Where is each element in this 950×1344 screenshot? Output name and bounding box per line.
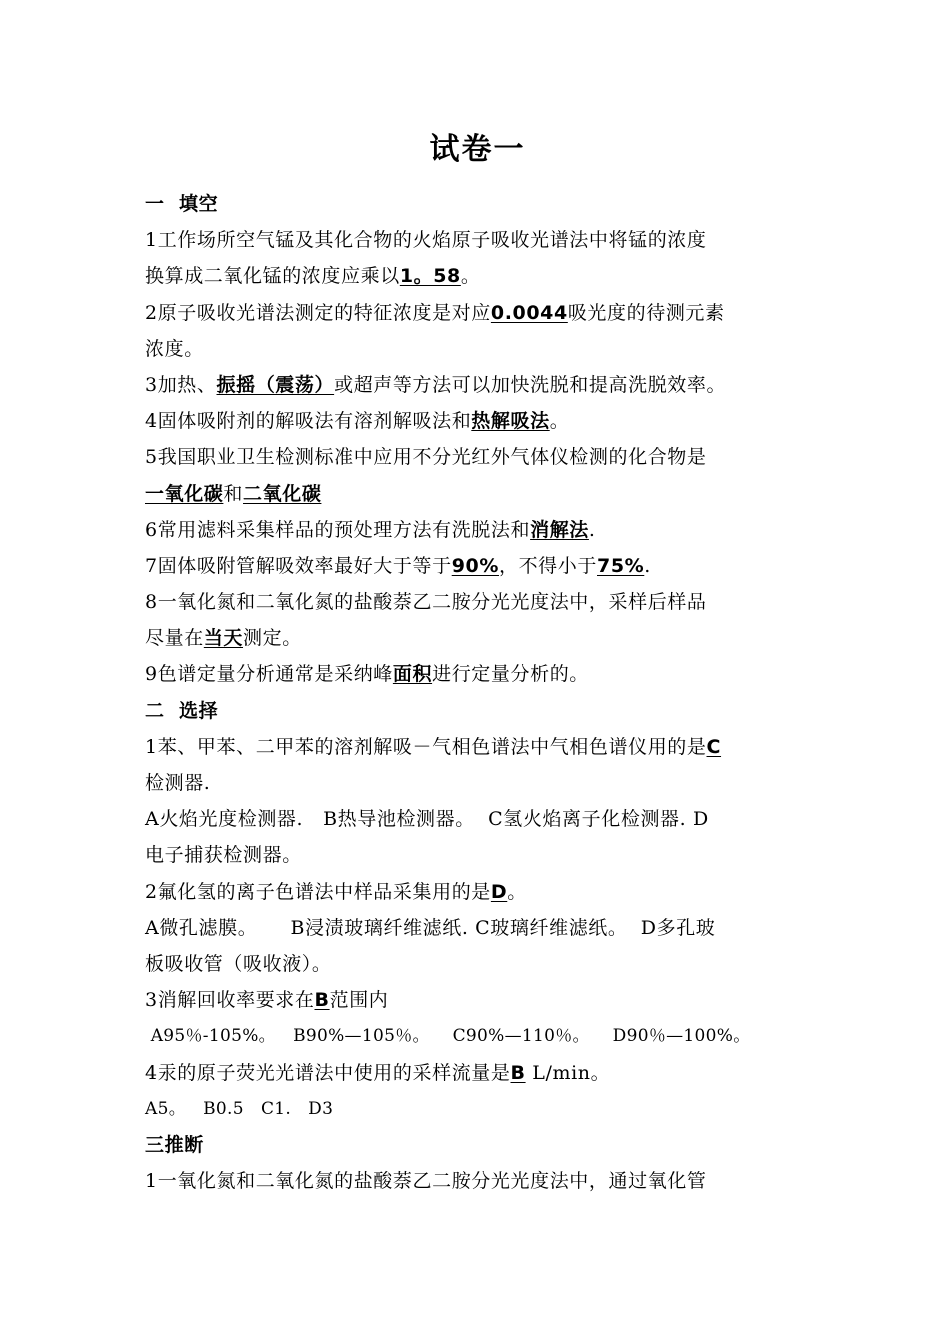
- question-line: [145, 476, 810, 512]
- question-text: 测定。: [243, 627, 302, 650]
- options-line: [145, 801, 810, 837]
- question-line: [145, 548, 810, 584]
- question-line: [145, 874, 810, 910]
- question-text: 1一氧化氮和二氧化氮的盐酸萘乙二胺分光光度法中，通过氧化管: [145, 1170, 707, 1193]
- answer-text: 75%: [597, 554, 645, 577]
- answer-text: C: [706, 735, 722, 758]
- answer-text: 一氧化碳: [145, 482, 224, 505]
- question-text: 吸光度的待测元素: [567, 301, 725, 324]
- question-text: 2氟化氢的离子色谱法中样品采集用的是: [145, 880, 491, 903]
- question-text: 换算成二氧化锰的浓度应乘以: [145, 265, 400, 288]
- question-line: [145, 584, 810, 620]
- options-line: [145, 1091, 810, 1127]
- question-text: 1苯、甲苯、二甲苯的溶剂解吸－气相色谱法中气相色谱仪用的是: [145, 735, 707, 758]
- answer-text: 振摇（震荡）: [216, 373, 335, 396]
- question-line: [145, 222, 810, 258]
- question-text: .: [588, 518, 596, 541]
- question-line: [145, 403, 810, 439]
- question-text: 8一氧化氮和二氧化氮的盐酸萘乙二胺分光光度法中，采样后样品: [145, 591, 707, 614]
- question-text: 4固体吸附剂的解吸法有溶剂解吸法和: [145, 410, 472, 433]
- options-text: 电子捕获检测器。: [145, 844, 302, 867]
- options-line: [145, 1018, 810, 1054]
- question-text: 5我国职业卫生检测标准中应用不分光红外气体仪检测的化合物是: [145, 446, 707, 469]
- answer-text: 1。58: [399, 265, 461, 288]
- answer-text: 热解吸法: [471, 410, 550, 433]
- options-text: A5。 B0.5 C1. D3: [145, 1098, 334, 1119]
- question-line: [145, 512, 810, 548]
- question-text: 7固体吸附管解吸效率最好大于等于: [145, 554, 452, 577]
- options-line: [145, 910, 810, 946]
- question-text: 。: [460, 265, 481, 288]
- answer-text: 面积: [392, 663, 433, 686]
- page-title: 试卷一: [429, 132, 526, 167]
- answer-text: 消解法: [530, 518, 589, 541]
- answer-text: B: [510, 1061, 526, 1084]
- question-text: 尽量在: [145, 627, 204, 650]
- question-line: [145, 729, 810, 765]
- answer-text: 90%: [451, 554, 499, 577]
- question-text: 3消解回收率要求在: [145, 989, 315, 1012]
- question-text: 进行定量分析的。: [432, 663, 589, 686]
- question-text: 6常用滤料采集样品的预处理方法有洗脱法和: [145, 518, 531, 541]
- question-text: L/min。: [525, 1061, 611, 1084]
- section-heading-fill-in: 一 填空: [145, 193, 219, 215]
- question-text: .: [644, 554, 651, 577]
- options-line: [145, 946, 810, 982]
- exam-body: [145, 186, 810, 1199]
- question-text: 或超声等方法可以加快洗脱和提高洗脱效率。: [334, 373, 727, 396]
- question-text: 浓度。: [145, 337, 204, 360]
- question-text: 和: [223, 482, 244, 505]
- options-text: A火焰光度检测器. B热导池检测器。 C氢火焰离子化检测器. D: [145, 808, 709, 831]
- section-heading-choice: 二 选择: [145, 699, 219, 722]
- question-line: [145, 295, 810, 331]
- question-line: [145, 258, 810, 294]
- question-text: 9色谱定量分析通常是采纳峰: [145, 663, 393, 686]
- answer-text: B: [314, 989, 330, 1012]
- answer-text: D: [490, 880, 508, 903]
- question-line: [145, 765, 810, 801]
- question-text: 检测器.: [145, 772, 211, 794]
- question-line: [145, 656, 810, 692]
- question-text: 2原子吸收光谱法测定的特征浓度是对应: [145, 301, 491, 324]
- question-line: [145, 331, 810, 367]
- answer-text: 二氧化碳: [243, 482, 322, 505]
- answer-text: 0.0044: [490, 301, 568, 324]
- question-text: 1工作场所空气锰及其化合物的火焰原子吸收光谱法中将锰的浓度: [145, 229, 707, 252]
- question-line: [145, 439, 810, 475]
- question-line: [145, 367, 810, 403]
- question-text: 3加热、: [145, 373, 217, 396]
- question-line: [145, 620, 810, 656]
- question-text: 。: [549, 410, 570, 433]
- options-text: 板吸收管（吸收液）。: [145, 952, 332, 975]
- question-text: 。: [507, 880, 527, 903]
- question-text: 范围内: [329, 989, 389, 1012]
- question-line: [145, 1055, 810, 1091]
- answer-text: 当天: [203, 627, 244, 650]
- question-line: [145, 982, 810, 1018]
- options-line: [145, 837, 810, 873]
- question-text: ，不得小于: [498, 554, 597, 577]
- question-line: [145, 1163, 810, 1199]
- options-text: A微孔滤膜。 B浸渍玻璃纤维滤纸. C玻璃纤维滤纸。 D多孔玻: [145, 916, 716, 939]
- options-text: A95％-105%。 B90%—105％。 C90%—110％。 D90％—100%。: [145, 1026, 751, 1047]
- section-heading-judgement: 三推断: [145, 1133, 204, 1156]
- question-text: 4汞的原子荧光光谱法中使用的采样流量是: [145, 1061, 511, 1084]
